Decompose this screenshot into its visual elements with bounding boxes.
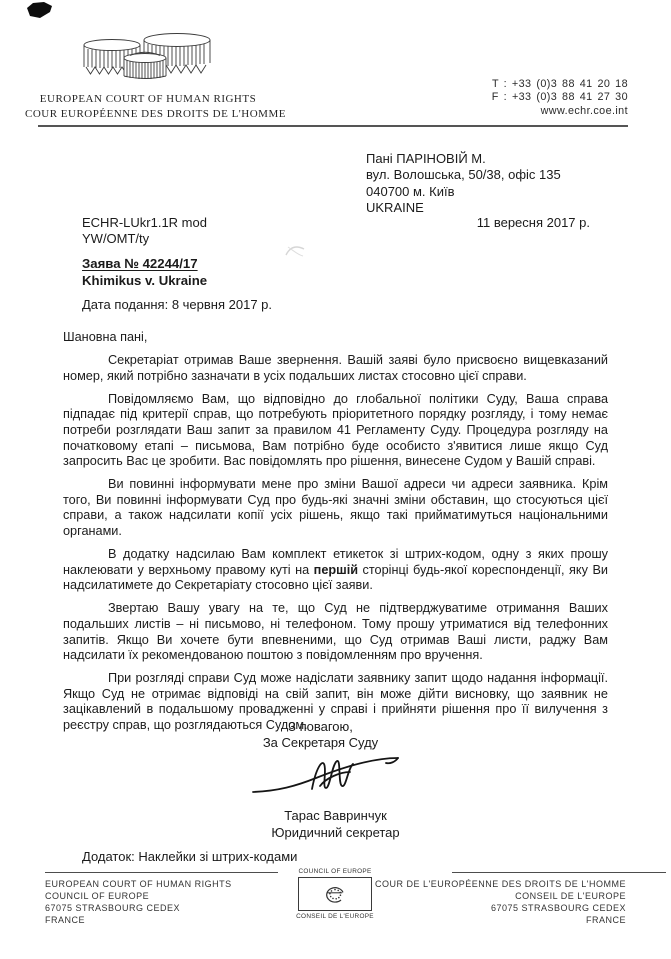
court-name-fr: COUR EUROPÉENNE DES DROITS DE L'HOMME (25, 108, 286, 120)
recipient-street: вул. Волошська, 50/38, офіс 135 (366, 167, 561, 183)
closing-onbehalf: За Секретаря Суду (262, 735, 379, 751)
footer-left-line: FRANCE (45, 915, 86, 925)
reference-code-1: ECHR-LUkr1.1R mod (82, 215, 207, 230)
footer-right-line: CONSEIL DE L'EUROPE (515, 891, 626, 901)
scan-artifact-smudge (284, 243, 306, 259)
recipient-name: Пані ПАРІНОВІЙ М. (366, 151, 486, 166)
contact-phone: T : +33 (0)3 88 41 20 18 (491, 78, 628, 90)
footer-right-line: 67075 STRASBOURG CEDEX (490, 903, 626, 913)
reference-code-2: YW/OMT/ty (82, 230, 150, 246)
paragraph-6: При розгляді справи Суд може надіслати заявнику запит щодо надання інформації. Якщо Суд не отримає відповіді на свій запит, він може дійти висновку, що заявник не зацікавлений в подальшому провадженні у справі і прийняти рішення про її вилучення з реєстру справ, що розглядаються Судом. (63, 671, 608, 733)
footer-rule-left (45, 872, 278, 873)
signatory-block (63, 808, 608, 842)
footer-left-line: COUNCIL OF EUROPE (45, 891, 150, 901)
lodged-date: Дата подання: 8 червня 2017 р. (82, 297, 273, 312)
footer-rule-right (452, 872, 666, 873)
letter-date: 11 вересня 2017 р. (476, 215, 590, 230)
paragraph-4-bold: першій (313, 562, 359, 577)
paragraph-4-pre: В додатку надсилаю Вам комплект етикеток зі штрих-кодом, одну з яких прошу наклеювати у верхньому правому куті на (63, 547, 608, 577)
footer-right-address (375, 878, 626, 926)
recipient-country: UKRAINE (366, 200, 424, 216)
coe-logo-box (298, 877, 372, 911)
court-name-en: EUROPEAN COURT OF HUMAN RIGHTS (39, 93, 257, 105)
footer-left-line: 67075 STRASBOURG CEDEX (45, 903, 181, 913)
reference-block (82, 215, 207, 247)
signatory-name: Тарас Вавринчук (284, 808, 387, 823)
letter-body (63, 330, 608, 741)
footer-left-line: EUROPEAN COURT OF HUMAN RIGHTS (45, 879, 232, 889)
salutation: Шановна пані, (63, 330, 148, 344)
paragraph-1: Секретаріат отримав Ваше звернення. Вашій заяві було присвоєно вищевказаний номер, який потрібно зазначати в усіх подальших листах стосовно цієї справи. (63, 353, 608, 383)
coe-caption-top: COUNCIL OF EUROPE (298, 868, 372, 875)
coe-stars-icon (307, 880, 363, 908)
contact-website: www.echr.coe.int (540, 104, 628, 117)
council-of-europe-logo (293, 868, 377, 920)
recipient-city: 040700 м. Київ (366, 183, 455, 199)
closing-regards: З повагою, (288, 719, 353, 734)
coe-caption-bottom: CONSEIL DE L'EUROPE (296, 913, 374, 920)
closing-block (63, 719, 578, 751)
application-number: Заява № 42244/17 (82, 256, 198, 271)
footer-right-line: FRANCE (585, 915, 626, 925)
contact-block (492, 78, 628, 118)
case-name: Khimikus v. Ukraine (82, 273, 208, 288)
scan-artifact-blob (26, 2, 54, 19)
paragraph-3: Ви повинні інформувати мене про зміни Вашої адреси чи адреси заявника. Крім того, Ви повинні інформувати Суд про будь-які значні зміни обставин, що стосуються цієї справи, а також надсилати копії усіх рішень, якщо такі прийматимуться національними органами. (63, 477, 608, 539)
signatory-title: Юридичний секретар (271, 824, 400, 840)
recipient-block (366, 151, 561, 217)
footer-right-line: COUR DE L'EUROPÉENNE DES DROITS DE L'HOMME (375, 879, 626, 889)
enclosure-note: Додаток: Наклейки зі штрих-кодами (82, 849, 298, 864)
paragraph-5: Звертаю Вашу увагу на те, що Суд не підтверджуватиме отримання Ваших подальших листів – ні письмово, ні телефоном. Тому прошу утриматися від телефонних запитів. Якщо Ви хочете бути впевненими, що Суд отримав Ваші листи, раджу Вам надсилати їх рекомендованою поштою з повідомленням про вручення. (63, 601, 608, 663)
header-rule (38, 125, 628, 127)
signature (250, 748, 408, 798)
footer-left-address (45, 878, 232, 926)
contact-fax: F : +33 (0)3 88 41 27 30 (491, 91, 628, 104)
paragraph-2: Повідомляємо Вам, що відповідно до глобальної політики Суду, Ваша справа підпадає під критерії справ, що потребують пріоритетного порядку розгляду, і тому немає потреби розглядати Ваш запит за правилом 41 Регламенту Суду. Процедура розгляду на початковому етапі – письмова, Вам потрібно буде особисто з'явитися лише якщо Суд запросить Вас це зробити. Вас повідомлять про рішення, винесене Судом у Вашій справі. (63, 391, 608, 469)
echr-building-logo-icon (72, 30, 218, 88)
paragraph-4 (63, 547, 608, 594)
paragraph-4-post: сторінці будь-якої кореспонденції, яку Ви надсилатимете до Секретаріату стосовно цієї заяви. (63, 562, 608, 593)
